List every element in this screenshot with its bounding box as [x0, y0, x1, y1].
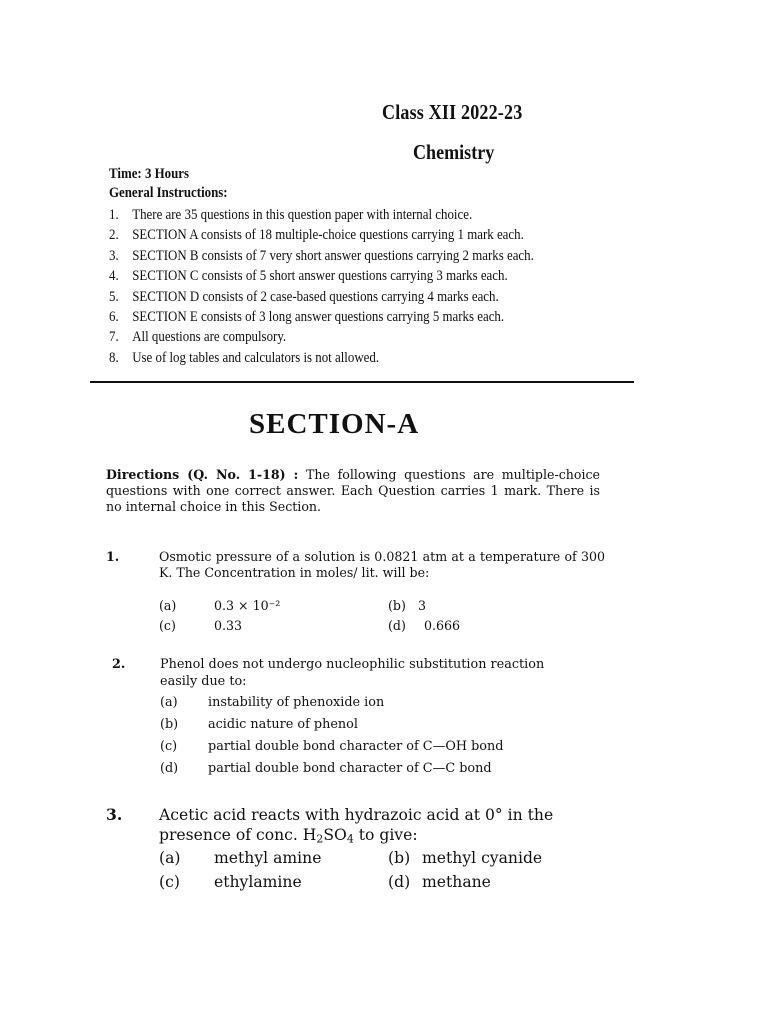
option-text: acidic nature of phenol	[208, 717, 358, 732]
instructions-list	[109, 205, 534, 368]
question-text-part: Acetic acid reacts with hydrazoic acid at 0° in the presence of conc. H	[159, 806, 554, 844]
option-d	[160, 761, 492, 778]
option-text: methyl cyanide	[422, 849, 543, 867]
option-a	[159, 598, 280, 614]
subscript: 2	[316, 832, 324, 846]
option-label: (a)	[159, 849, 181, 867]
option-c	[160, 739, 503, 756]
instruction-number: 4.	[109, 268, 119, 285]
option-label: (d)	[388, 873, 411, 891]
option-text: methyl amine	[214, 849, 322, 867]
question-text: Phenol does not undergo nucleophilic substitution reaction easily due to:	[160, 657, 545, 689]
instruction-item	[109, 246, 534, 266]
instruction-item	[109, 205, 534, 225]
question-text-part: SO	[323, 826, 347, 844]
option-text: methane	[422, 873, 491, 891]
instruction-number: 6.	[109, 309, 119, 326]
option-a	[160, 695, 384, 712]
option-text: 0.33	[214, 618, 243, 633]
instruction-text: All questions are compulsory.	[132, 329, 287, 346]
option-label: (a)	[159, 598, 177, 613]
instruction-item	[109, 266, 534, 286]
instruction-item	[109, 348, 534, 368]
option-label: (b)	[160, 717, 179, 732]
option-b	[388, 848, 542, 868]
question-number: 2.	[112, 657, 126, 672]
option-label: (c)	[159, 618, 176, 633]
instruction-number: 7.	[109, 329, 119, 346]
option-label: (d)	[388, 618, 406, 633]
option-d	[388, 618, 460, 634]
directions-label: Directions (Q. No. 1-18) :	[106, 467, 299, 482]
option-text: partial double bond character of C—OH bond	[208, 739, 504, 754]
instruction-item	[109, 307, 534, 327]
instruction-number: 5.	[109, 288, 119, 305]
option-label: (b)	[388, 849, 411, 867]
instruction-text: Use of log tables and calculators is not allowed.	[132, 349, 380, 366]
option-c	[159, 872, 302, 892]
question-number: 1.	[106, 549, 120, 564]
instruction-text: SECTION E consists of 3 long answer questions carrying 5 marks each.	[132, 309, 505, 326]
instruction-text: SECTION B consists of 7 very short answer questions carrying 2 marks each.	[132, 247, 534, 264]
option-d	[388, 872, 491, 892]
option-text: 0.666	[424, 618, 461, 633]
option-label: (b)	[388, 598, 406, 613]
option-text: ethylamine	[214, 873, 302, 891]
option-text: 3	[418, 598, 427, 613]
option-label: (c)	[159, 873, 180, 891]
section-directions	[106, 467, 600, 515]
option-c	[159, 618, 242, 634]
option-label: (a)	[160, 695, 178, 710]
option-text: 0.3 × 10⁻²	[214, 598, 281, 613]
horizontal-divider	[90, 381, 634, 383]
instruction-text: There are 35 questions in this question paper with internal choice.	[132, 207, 473, 223]
instruction-item	[109, 225, 534, 245]
instruction-text: SECTION A consists of 18 multiple-choice questions carrying 1 mark each.	[132, 227, 524, 244]
general-instructions-heading: General Instructions:	[109, 185, 228, 201]
option-label: (c)	[160, 739, 178, 754]
subject-title: Chemistry	[413, 140, 495, 164]
class-title: Class XII 2022-23	[382, 100, 523, 124]
instruction-item	[109, 287, 534, 307]
time-allowed: Time: 3 Hours	[109, 166, 190, 182]
instruction-text: SECTION D consists of 2 case-based questions carrying 4 marks each.	[132, 288, 499, 305]
question-text: Osmotic pressure of a solution is 0.0821 atm at a temperature of 300 K. The Concentration in moles/ lit. will be:	[159, 549, 605, 581]
section-title: SECTION-A	[249, 408, 420, 440]
instruction-number: 1.	[109, 207, 119, 223]
option-b	[160, 717, 358, 734]
instruction-number: 2.	[109, 227, 119, 244]
instruction-text: SECTION C consists of 5 short answer questions carrying 3 marks each.	[132, 268, 508, 285]
subscript: 4	[346, 832, 354, 846]
question-text	[159, 805, 609, 850]
directions-text: The following questions are multiple-choice questions with one correct answer. Each Question carries 1 mark. There is no internal choice in this Section.	[106, 467, 600, 514]
option-a	[159, 848, 321, 868]
option-b	[388, 598, 426, 614]
question-text-part: to give:	[353, 826, 418, 844]
option-label: (d)	[160, 761, 179, 776]
instruction-number: 3.	[109, 247, 119, 264]
instruction-item	[109, 327, 534, 347]
question-number: 3.	[106, 805, 123, 824]
instruction-number: 8.	[109, 349, 119, 366]
option-text: partial double bond character of C—C bond	[208, 761, 492, 776]
option-text: instability of phenoxide ion	[208, 695, 385, 710]
